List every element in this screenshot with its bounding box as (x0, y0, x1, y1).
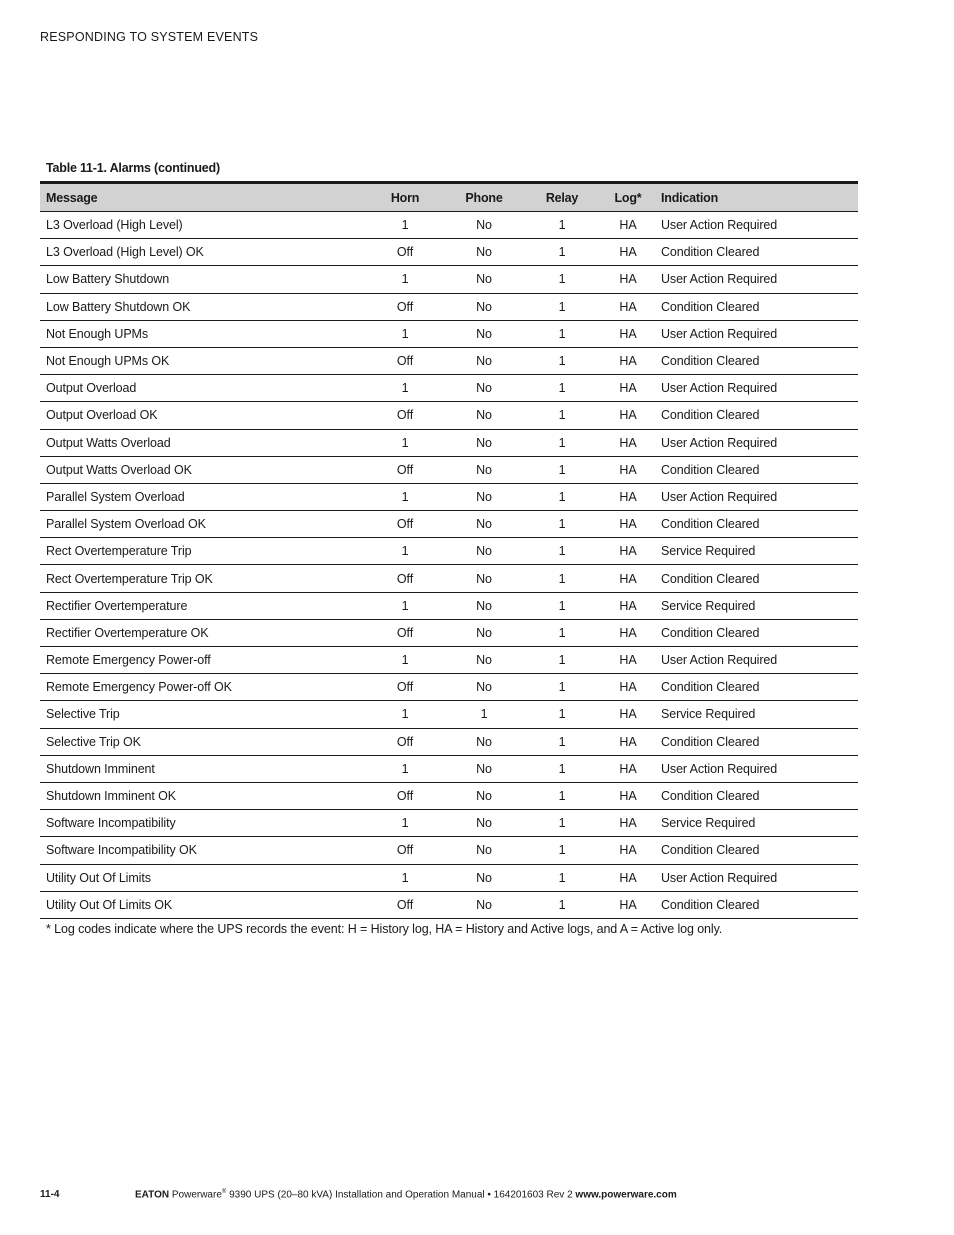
table-row (40, 347, 858, 374)
cell-log: HA (598, 266, 658, 293)
cell-message: Rect Overtemperature Trip OK (40, 565, 368, 592)
table-row (40, 674, 858, 701)
cell-horn: Off (368, 456, 442, 483)
cell-indication: User Action Required (658, 212, 858, 239)
cell-horn: 1 (368, 755, 442, 782)
cell-message: Parallel System Overload OK (40, 511, 368, 538)
cell-relay: 1 (526, 891, 598, 918)
cell-message: Shutdown Imminent OK (40, 782, 368, 809)
cell-phone: No (442, 375, 526, 402)
cell-indication: Condition Cleared (658, 728, 858, 755)
cell-phone: No (442, 538, 526, 565)
cell-phone: No (442, 429, 526, 456)
cell-horn: 1 (368, 864, 442, 891)
cell-indication: Condition Cleared (658, 619, 858, 646)
table-row (40, 810, 858, 837)
cell-message: Low Battery Shutdown (40, 266, 368, 293)
cell-phone: No (442, 810, 526, 837)
cell-horn: 1 (368, 538, 442, 565)
cell-message: Software Incompatibility (40, 810, 368, 837)
cell-log: HA (598, 565, 658, 592)
cell-horn: 1 (368, 375, 442, 402)
cell-log: HA (598, 701, 658, 728)
table-row (40, 320, 858, 347)
table-row (40, 375, 858, 402)
cell-log: HA (598, 239, 658, 266)
cell-message: Output Overload OK (40, 402, 368, 429)
cell-relay: 1 (526, 483, 598, 510)
page-number: 11-4 (40, 1189, 60, 1200)
table-row (40, 837, 858, 864)
cell-message: Output Overload (40, 375, 368, 402)
table-row (40, 266, 858, 293)
cell-phone: No (442, 674, 526, 701)
cell-message: Parallel System Overload (40, 483, 368, 510)
cell-relay: 1 (526, 592, 598, 619)
cell-horn: Off (368, 728, 442, 755)
cell-log: HA (598, 592, 658, 619)
cell-message: Output Watts Overload OK (40, 456, 368, 483)
cell-relay: 1 (526, 619, 598, 646)
cell-log: HA (598, 511, 658, 538)
cell-phone: No (442, 782, 526, 809)
cell-phone: No (442, 837, 526, 864)
cell-phone: No (442, 347, 526, 374)
cell-horn: Off (368, 619, 442, 646)
cell-indication: User Action Required (658, 483, 858, 510)
cell-log: HA (598, 619, 658, 646)
table-row (40, 619, 858, 646)
cell-horn: 1 (368, 212, 442, 239)
cell-phone: No (442, 755, 526, 782)
cell-message: Utility Out Of Limits OK (40, 891, 368, 918)
cell-relay: 1 (526, 755, 598, 782)
cell-indication: Condition Cleared (658, 511, 858, 538)
table-row (40, 565, 858, 592)
column-header-message: Message (40, 183, 368, 212)
table-row (40, 864, 858, 891)
cell-log: HA (598, 320, 658, 347)
cell-log: HA (598, 728, 658, 755)
cell-message: Rect Overtemperature Trip (40, 538, 368, 565)
cell-horn: Off (368, 891, 442, 918)
cell-indication: Condition Cleared (658, 674, 858, 701)
cell-relay: 1 (526, 429, 598, 456)
cell-horn: 1 (368, 429, 442, 456)
cell-indication: User Action Required (658, 320, 858, 347)
cell-indication: Condition Cleared (658, 837, 858, 864)
cell-phone: No (442, 402, 526, 429)
registered-mark: ® (221, 1189, 227, 1195)
cell-log: HA (598, 347, 658, 374)
cell-phone: No (442, 266, 526, 293)
cell-phone: No (442, 619, 526, 646)
cell-message: Remote Emergency Power-off (40, 647, 368, 674)
cell-log: HA (598, 864, 658, 891)
cell-horn: Off (368, 837, 442, 864)
footer-website: www.powerware.com (575, 1189, 677, 1201)
cell-horn: 1 (368, 483, 442, 510)
cell-indication: User Action Required (658, 375, 858, 402)
table-row (40, 456, 858, 483)
cell-phone: 1 (442, 701, 526, 728)
cell-relay: 1 (526, 402, 598, 429)
column-header-indication: Indication (658, 183, 858, 212)
cell-message: Not Enough UPMs OK (40, 347, 368, 374)
cell-indication: Condition Cleared (658, 891, 858, 918)
cell-horn: 1 (368, 592, 442, 619)
table-row (40, 647, 858, 674)
cell-log: HA (598, 647, 658, 674)
cell-horn: 1 (368, 810, 442, 837)
cell-log: HA (598, 293, 658, 320)
cell-message: Output Watts Overload (40, 429, 368, 456)
table-row (40, 538, 858, 565)
table-row (40, 891, 858, 918)
cell-log: HA (598, 810, 658, 837)
cell-indication: Condition Cleared (658, 347, 858, 374)
cell-indication: User Action Required (658, 755, 858, 782)
table-caption: Table 11-1. Alarms (continued) (46, 161, 220, 175)
cell-relay: 1 (526, 212, 598, 239)
cell-message: L3 Overload (High Level) OK (40, 239, 368, 266)
table-row (40, 239, 858, 266)
alarms-table (40, 181, 858, 919)
cell-message: L3 Overload (High Level) (40, 212, 368, 239)
cell-indication: Condition Cleared (658, 565, 858, 592)
table-row (40, 483, 858, 510)
cell-indication: Service Required (658, 592, 858, 619)
cell-phone: No (442, 864, 526, 891)
cell-relay: 1 (526, 293, 598, 320)
table-row (40, 782, 858, 809)
cell-phone: No (442, 212, 526, 239)
cell-relay: 1 (526, 728, 598, 755)
cell-horn: 1 (368, 266, 442, 293)
cell-phone: No (442, 239, 526, 266)
cell-indication: Condition Cleared (658, 239, 858, 266)
cell-phone: No (442, 483, 526, 510)
footer-description: 9390 UPS (20–80 kVA) Installation and Operation Manual • 164201603 Rev 2 (226, 1189, 576, 1201)
cell-log: HA (598, 755, 658, 782)
cell-horn: Off (368, 674, 442, 701)
cell-message: Not Enough UPMs (40, 320, 368, 347)
cell-indication: User Action Required (658, 429, 858, 456)
cell-relay: 1 (526, 347, 598, 374)
cell-log: HA (598, 674, 658, 701)
cell-phone: No (442, 511, 526, 538)
table-row (40, 402, 858, 429)
table-row (40, 293, 858, 320)
table-row (40, 511, 858, 538)
cell-horn: 1 (368, 701, 442, 728)
cell-relay: 1 (526, 647, 598, 674)
cell-phone: No (442, 565, 526, 592)
cell-indication: Service Required (658, 701, 858, 728)
column-header-relay: Relay (526, 183, 598, 212)
cell-log: HA (598, 891, 658, 918)
cell-indication: Condition Cleared (658, 293, 858, 320)
cell-log: HA (598, 429, 658, 456)
cell-phone: No (442, 647, 526, 674)
cell-phone: No (442, 728, 526, 755)
cell-message: Software Incompatibility OK (40, 837, 368, 864)
cell-indication: Service Required (658, 538, 858, 565)
cell-phone: No (442, 891, 526, 918)
cell-horn: Off (368, 565, 442, 592)
cell-horn: Off (368, 347, 442, 374)
cell-log: HA (598, 402, 658, 429)
cell-horn: Off (368, 293, 442, 320)
cell-relay: 1 (526, 320, 598, 347)
table-header-row (40, 183, 858, 212)
cell-log: HA (598, 456, 658, 483)
cell-relay: 1 (526, 565, 598, 592)
table-row (40, 592, 858, 619)
cell-message: Rectifier Overtemperature OK (40, 619, 368, 646)
table-row (40, 701, 858, 728)
footer-brand: EATON (135, 1189, 170, 1201)
cell-relay: 1 (526, 701, 598, 728)
running-head: RESPONDING TO SYSTEM EVENTS (40, 30, 259, 44)
footer-product: Powerware (171, 1189, 222, 1201)
cell-relay: 1 (526, 864, 598, 891)
cell-relay: 1 (526, 266, 598, 293)
cell-phone: No (442, 293, 526, 320)
table-row (40, 212, 858, 239)
cell-indication: Service Required (658, 810, 858, 837)
cell-horn: 1 (368, 320, 442, 347)
cell-relay: 1 (526, 456, 598, 483)
cell-relay: 1 (526, 375, 598, 402)
cell-phone: No (442, 592, 526, 619)
cell-message: Selective Trip (40, 701, 368, 728)
alarms-table-container (40, 181, 858, 919)
cell-horn: Off (368, 782, 442, 809)
cell-relay: 1 (526, 538, 598, 565)
cell-log: HA (598, 212, 658, 239)
footer-info (135, 1189, 677, 1200)
cell-phone: No (442, 320, 526, 347)
column-header-horn: Horn (368, 183, 442, 212)
table-row (40, 755, 858, 782)
cell-log: HA (598, 837, 658, 864)
cell-indication: Condition Cleared (658, 456, 858, 483)
cell-relay: 1 (526, 782, 598, 809)
cell-log: HA (598, 538, 658, 565)
cell-message: Rectifier Overtemperature (40, 592, 368, 619)
table-row (40, 728, 858, 755)
table-body (40, 212, 858, 919)
cell-message: Utility Out Of Limits (40, 864, 368, 891)
cell-log: HA (598, 782, 658, 809)
cell-indication: Condition Cleared (658, 402, 858, 429)
cell-phone: No (442, 456, 526, 483)
cell-log: HA (598, 483, 658, 510)
cell-message: Low Battery Shutdown OK (40, 293, 368, 320)
cell-relay: 1 (526, 239, 598, 266)
cell-indication: Condition Cleared (658, 782, 858, 809)
cell-relay: 1 (526, 810, 598, 837)
cell-horn: Off (368, 402, 442, 429)
table-row (40, 429, 858, 456)
cell-relay: 1 (526, 674, 598, 701)
cell-relay: 1 (526, 511, 598, 538)
cell-message: Shutdown Imminent (40, 755, 368, 782)
cell-horn: Off (368, 239, 442, 266)
cell-message: Remote Emergency Power-off OK (40, 674, 368, 701)
cell-horn: Off (368, 511, 442, 538)
cell-log: HA (598, 375, 658, 402)
column-header-log: Log* (598, 183, 658, 212)
table-footnote: * Log codes indicate where the UPS records the event: H = History log, HA = History and Active logs, and A = Active log only. (46, 922, 723, 936)
column-header-phone: Phone (442, 183, 526, 212)
cell-horn: 1 (368, 647, 442, 674)
cell-relay: 1 (526, 837, 598, 864)
cell-indication: User Action Required (658, 266, 858, 293)
cell-indication: User Action Required (658, 647, 858, 674)
cell-indication: User Action Required (658, 864, 858, 891)
cell-message: Selective Trip OK (40, 728, 368, 755)
